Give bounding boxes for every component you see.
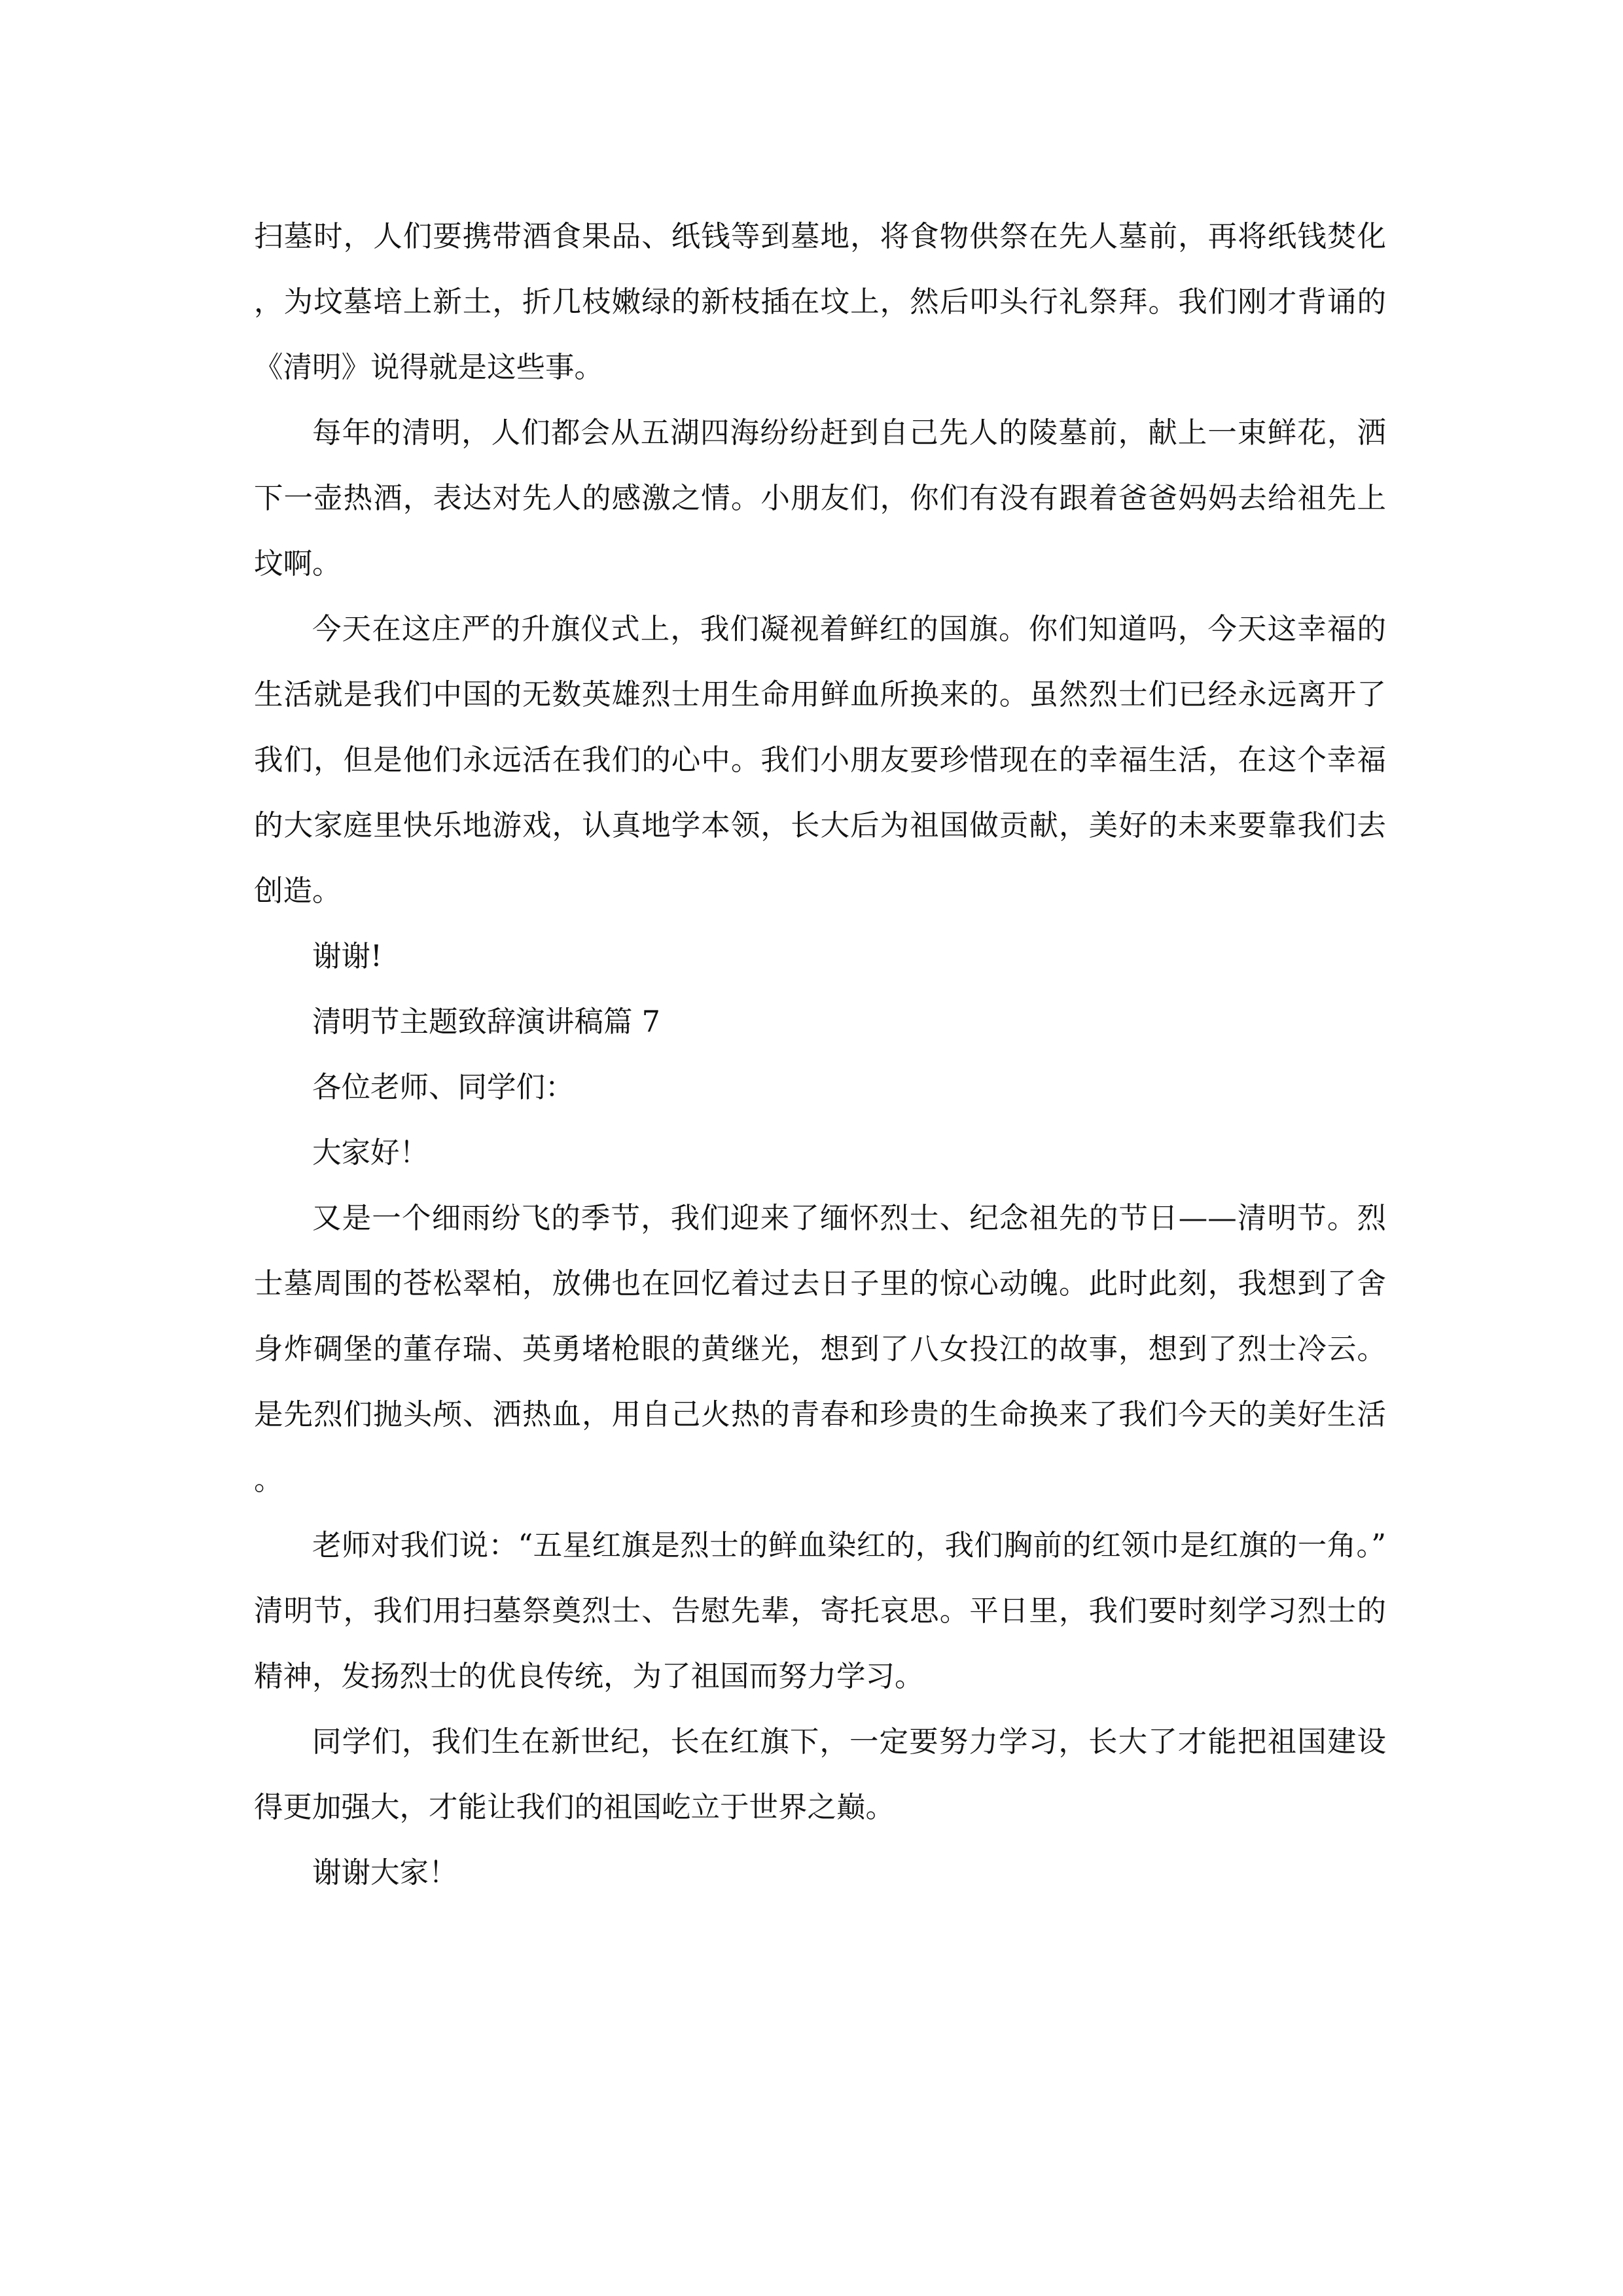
salutation: 各位老师、同学们：	[312, 1071, 575, 1104]
paragraph-10: 同学们，我们生在新世纪，长在红旗下，一定要努力学习，长大了才能把祖国建设得更加强大，才能让我们的祖国屹立于世界之巅。	[254, 1725, 1386, 1824]
greeting: 大家好！	[312, 1136, 429, 1170]
paragraph-9: 老师对我们说：“五星红旗是烈士的鲜血染红的，我们胸前的红领巾是红旗的一角。”清明节，我们用扫墓祭奠烈士、告慰先辈，寄托哀思。平日里，我们要时刻学习烈士的精神，发扬烈士的优良传统，为了祖国而努力学习。	[254, 1529, 1386, 1693]
closing-thanks: 谢谢!	[312, 940, 382, 973]
paragraph-3: 今天在这庄严的升旗仪式上，我们凝视着鲜红的国旗。你们知道吗，今天这幸福的生活就是我们中国的无数英雄烈士用生命用鲜血所换来的。虽然烈士们已经永远离开了我们，但是他们永远活在我们的心中。我们小朋友要珍惜现在的幸福生活，在这个幸福的大家庭里快乐地游戏，认真地学本领，长大后为祖国做贡献，美好的未来要靠我们去创造。	[254, 613, 1386, 908]
final-thanks: 谢谢大家！	[312, 1856, 458, 1890]
paragraph-1: 扫墓时，人们要携带酒食果品、纸钱等到墓地，将食物供祭在先人墓前，再将纸钱焚化，为坟墓培上新土，折几枝嫩绿的新枝插在坟上，然后叩头行礼祭拜。我们刚才背诵的《清明》说得就是这些事。	[254, 220, 1386, 384]
document-body	[254, 204, 1386, 1906]
paragraph-2: 每年的清明，人们都会从五湖四海纷纷赶到自己先人的陵墓前，献上一束鲜花，洒下一壶热酒，表达对先人的感激之情。小朋友们，你们有没有跟着爸爸妈妈去给祖先上坟啊。	[254, 416, 1386, 581]
section-heading: 清明节主题致辞演讲稿篇 7	[312, 1005, 660, 1039]
paragraph-8: 又是一个细雨纷飞的季节，我们迎来了缅怀烈士、纪念祖先的节日——清明节。烈士墓周围的苍松翠柏，放佛也在回忆着过去日子里的惊心动魄。此时此刻，我想到了舍身炸碉堡的董存瑞、英勇堵枪眼的黄继光，想到了八女投江的故事，想到了烈士冷云。是先烈们抛头颅、洒热血，用自己火热的青春和珍贵的生命换来了我们今天的美好生活。	[254, 1202, 1386, 1497]
